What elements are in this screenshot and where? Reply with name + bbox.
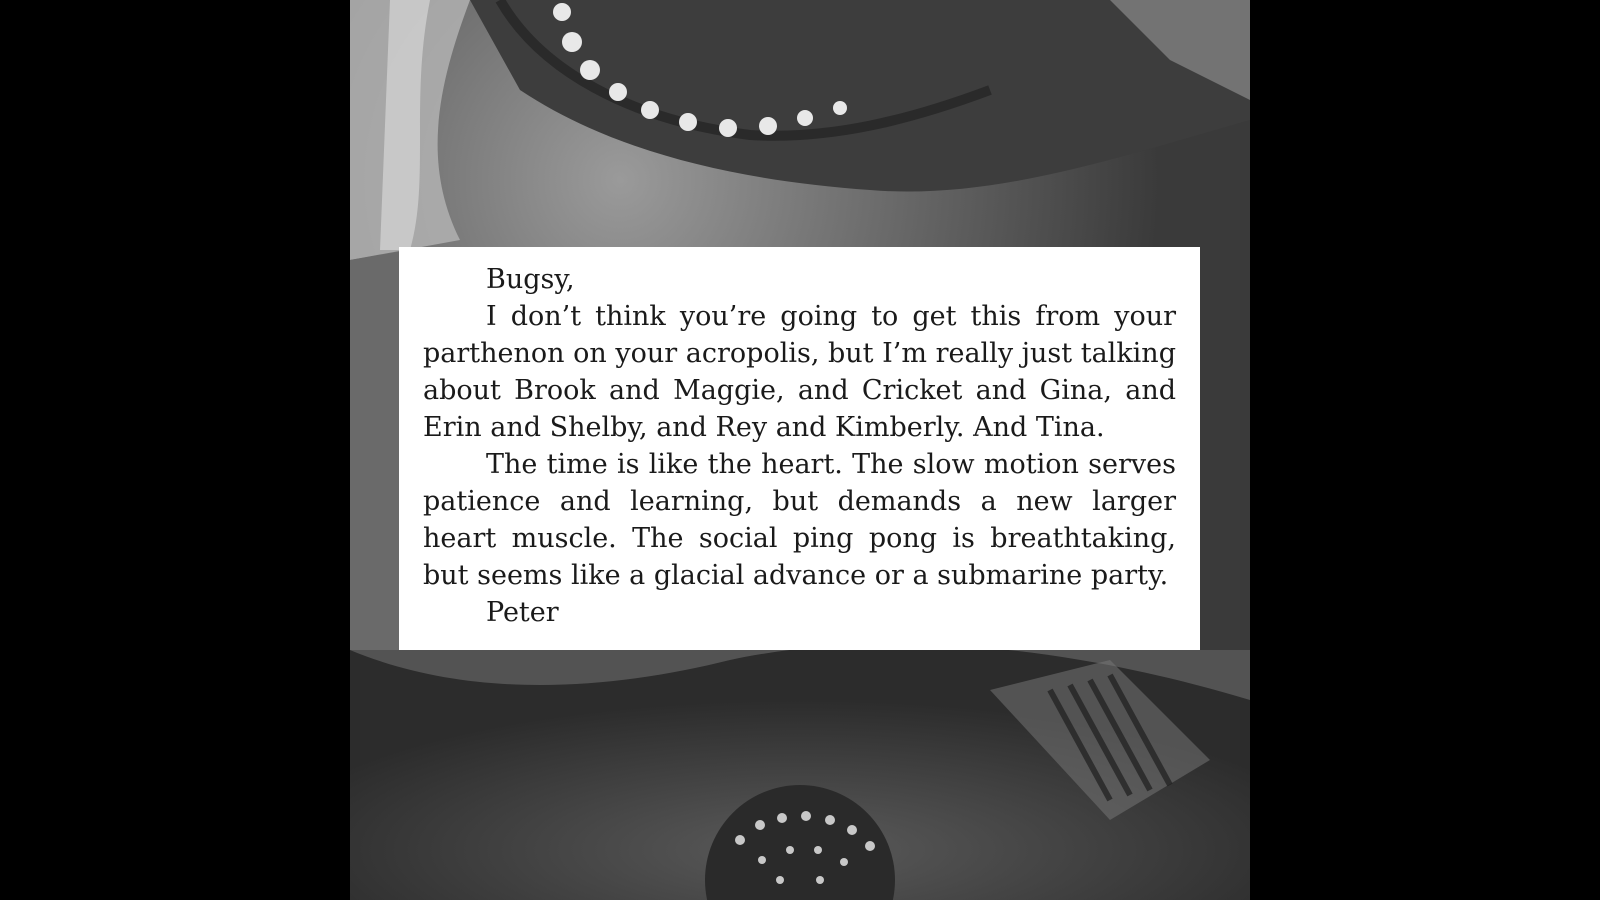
letter-signature: Peter	[486, 597, 559, 628]
letter-paragraph-1: I don’t think you’re going to get this from your parthenon on your acropolis, but I’m really just talking about Brook and Maggie, and Cricket and Gina, and Erin and Shelby, and Rey and Kimberly. And Tina.	[423, 301, 1176, 443]
letter-salutation: Bugsy,	[486, 264, 575, 295]
letter-card	[399, 247, 1200, 650]
letter-paragraph-2: The time is like the heart. The slow motion serves patience and learning, but demands a new larger heart muscle. The social ping pong is breathtaking, but seems like a glacial advance or a submarine party.	[423, 449, 1176, 591]
